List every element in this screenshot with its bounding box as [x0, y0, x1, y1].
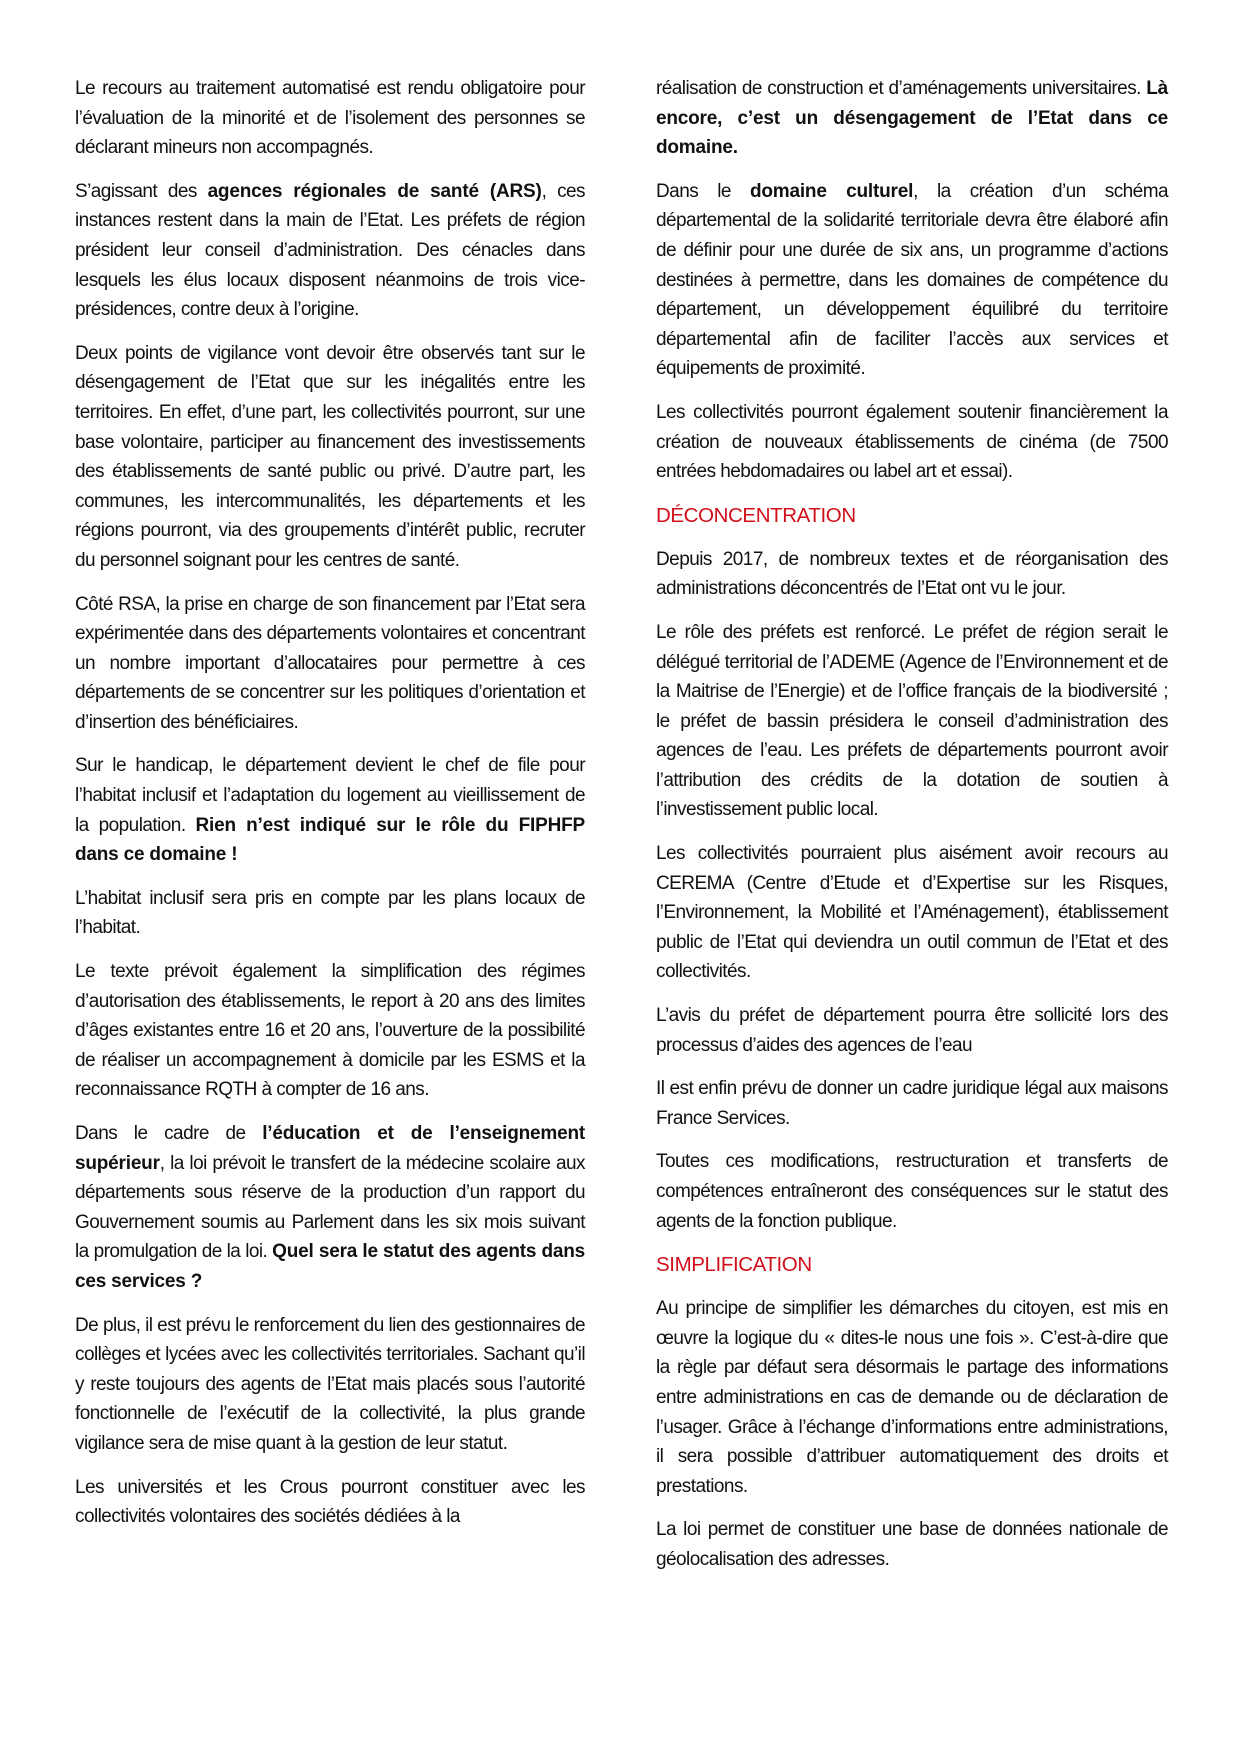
text-run: Au principe de simplifier les démarches du citoyen, est mis en œuvre la logique du « dites-le nous une fois ». C’est-à-dire que la règle par défaut sera désormais le partage des informations entre administrations en cas de demande ou de déclaration de l’usager. Grâce à l’échange d’informations entre administrations, il sera possible d’attribuer automatiquement des droits et prestations. — [656, 1298, 1168, 1497]
bold-emphasis: domaine culturel — [749, 180, 914, 202]
text-run: Le rôle des préfets est renforcé. Le préfet de région serait le délégué territorial de l’ADEME (Agence de l’Environnement et de la Maitrise de l’Energie) et de l’office français de la biodiversité ; le préfet de bassin présidera le conseil d’administration des agences de l’eau. Les préfets de départements pourront avoir l’attribution des crédits de la dotation de soutien à l’investissement public local. — [656, 621, 1168, 821]
paragraph — [75, 957, 585, 1105]
paragraph — [656, 839, 1168, 987]
paragraph — [75, 74, 585, 163]
paragraph — [75, 751, 585, 869]
paragraph — [75, 1473, 585, 1532]
text-run: Toutes ces modifications, restructuration et transferts de compétences entraîneront des conséquences sur le statut des agents de la fonction publique. — [656, 1151, 1168, 1232]
bold-emphasis: l’éducation et de l’enseignement supérieur — [75, 1123, 586, 1174]
text-run: Dans le — [656, 180, 750, 202]
text-run: Il est enfin prévu de donner un cadre juridique légal aux maisons France Services. — [656, 1078, 1168, 1129]
paragraph — [75, 1311, 585, 1459]
paragraph — [75, 590, 585, 738]
paragraph — [656, 177, 1168, 384]
section-heading: DÉCONCENTRATION — [656, 503, 856, 527]
right-column — [656, 74, 1168, 1589]
text-run: Depuis 2017, de nombreux textes et de réorganisation des administrations déconcentrés de l’Etat ont vu le jour. — [656, 548, 1168, 600]
left-column — [75, 74, 585, 1546]
paragraph — [656, 1001, 1168, 1060]
text-run: réalisation de construction et d’aménagements universitaires. — [656, 78, 1147, 99]
text-run: Dans le cadre de — [75, 1123, 263, 1144]
text-run: Le texte prévoit également la simplification des régimes d’autorisation des établissements, le report à 20 ans des limites d’âges existantes entre 16 et 20 ans, l’ouverture de la possibilité de réaliser un accompagnement à domicile par les ESMS et la reconnaissance RQTH à compter de 16 ans. — [75, 961, 585, 1101]
paragraph — [75, 884, 585, 943]
text-run: Deux points de vigilance vont devoir être observés tant sur le désengagement de l’Etat que sur les inégalités entre les territoires. En effet, d’une part, les collectivités pourront, sur une base volontaire, participer au financement des investissements des établissements de santé public ou privé. D’autre part, les communes, les intercommunalités, les départements et les régions pourront, via des groupements d’intérêt public, recruter du personnel soignant pour les centres de santé. — [75, 342, 585, 571]
paragraph — [656, 398, 1168, 487]
text-run: , la création d’un schéma départemental de la solidarité territoriale devra être élaboré afin de définir pour une durée de six ans, un programme d’actions destinées à permettre, dans les domaines de compétence du département, un développement équilibré du territoire départemental afin de faciliter l’accès aux services et équipements de proximité. — [656, 180, 1168, 380]
text-run: , ces instances restent dans la main de l’Etat. Les préfets de région président leur conseil d’administration. Des cénacles dans lesquels les élus locaux disposent néanmoins de trois vice-présidences, contre deux à l’origine. — [75, 180, 585, 321]
text-run: L’habitat inclusif sera pris en compte par les plans locaux de l’habitat. — [75, 887, 585, 939]
paragraph — [656, 1147, 1168, 1236]
text-run: Côté RSA, la prise en charge de son financement par l’Etat sera expérimentée dans des départements volontaires et concentrant un nombre important d’allocataires pour permettre à ces départements de se concentrer sur les politiques d’orientation et d’insertion des bénéficiaires. — [75, 593, 585, 733]
paragraph — [656, 74, 1168, 163]
paragraph — [75, 177, 585, 325]
text-run: , la loi prévoit le transfert de la médecine scolaire aux départements sous réserve de la production d’un rapport du Gouvernement soumis au Parlement dans les six mois suivant la promulgation de la loi. — [75, 1152, 585, 1263]
text-run: S’agissant des — [75, 180, 208, 202]
bold-emphasis: agences régionales de santé (ARS) — [207, 180, 542, 202]
paragraph — [656, 1515, 1168, 1574]
paragraph — [656, 618, 1168, 825]
text-run: L’avis du préfet de département pourra être sollicité lors des processus d’aides des agences de l’eau — [656, 1005, 1168, 1056]
text-run: Les collectivités pourront également soutenir financièrement la création de nouveaux établissements de cinéma (de 7500 entrées hebdomadaires ou label art et essai). — [656, 401, 1168, 483]
paragraph — [656, 545, 1168, 604]
paragraph — [656, 1294, 1168, 1501]
bold-emphasis: Quel sera le statut des agents dans ces services ? — [75, 1241, 585, 1292]
text-run: Les collectivités pourraient plus aisément avoir recours au CEREMA (Centre d’Etude et d’Expertise sur les Risques, l’Environnement, la Mobilité et l’Aménagement), établissement public de l’Etat qui deviendra un outil commun de l’Etat et des collectivités. — [656, 843, 1168, 983]
paragraph — [656, 1074, 1168, 1133]
text-run: Sur le handicap, le département devient le chef de file pour l’habitat inclusif et l’adaptation du logement au vieillissement de la population. — [75, 755, 585, 836]
text-run: Le recours au traitement automatisé est rendu obligatoire pour l’évaluation de la minorité et de l’isolement des personnes se déclarant mineurs non accompagnés. — [75, 78, 585, 159]
bold-emphasis: Là encore, c’est un désengagement de l’Etat dans ce domaine. — [656, 78, 1168, 159]
text-run: La loi permet de constituer une base de données nationale de géolocalisation des adresses. — [656, 1519, 1168, 1570]
text-run: Les universités et les Crous pourront constituer avec les collectivités volontaires des sociétés dédiées à la — [75, 1476, 585, 1528]
paragraph — [75, 1119, 585, 1297]
section-heading: SIMPLIFICATION — [656, 1253, 812, 1277]
bold-emphasis: Rien n’est indiqué sur le rôle du FIPHFP dans ce domaine ! — [75, 814, 585, 866]
paragraph — [75, 339, 585, 576]
text-run: De plus, il est prévu le renforcement du lien des gestionnaires de collèges et lycées avec les collectivités territoriales. Sachant qu’il y reste toujours des agents de l’Etat mais placés sous l’autorité fonctionnelle de l’exécutif de la collectivité, la plus grande vigilance sera de mise quant à la gestion de leur statut. — [75, 1314, 585, 1454]
